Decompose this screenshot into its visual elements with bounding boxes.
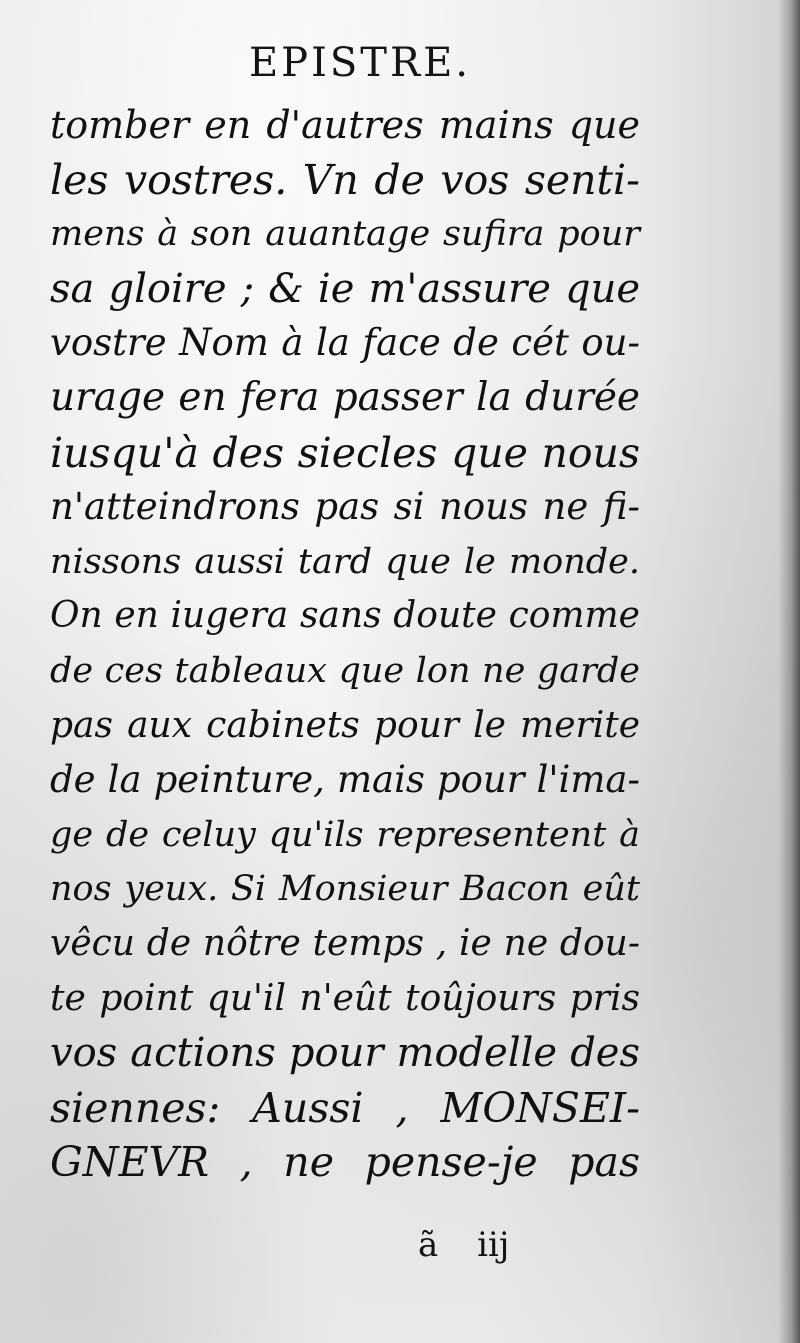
- text-line: nissons aussi tard que le monde.: [50, 541, 640, 582]
- signature-mark: ã iij: [418, 1225, 510, 1265]
- text-line: de ces tableaux que lon ne garde: [50, 650, 640, 691]
- text-line: vostre Nom à la face de cét ou-: [50, 321, 640, 365]
- text-line: urage en fera passer la durée: [50, 374, 640, 420]
- text-line: vos actions pour modelle des: [50, 1030, 640, 1077]
- text-line: de la peinture, mais pour l'ima-: [50, 758, 640, 802]
- text-line: les vostres. Vn de vos senti-: [50, 155, 640, 204]
- text-line: vêcu de nôtre temps , ie ne dou-: [50, 922, 640, 964]
- text-line: nos yeux. Si Monsieur Bacon eût: [50, 869, 640, 910]
- page-gutter-shadow: [778, 0, 800, 1343]
- text-line: n'atteindrons pas si nous ne fi-: [50, 485, 640, 529]
- body-text: [50, 98, 640, 1190]
- text-line: sa gloire ; & ie m'assure que: [50, 265, 640, 312]
- text-line: mens à son auantage sufira pour: [50, 214, 640, 255]
- text-line: tomber en d'autres mains que: [50, 103, 640, 147]
- text-line: pas aux cabinets pour le merite: [50, 704, 640, 746]
- text-line: siennes: Aussi , MONSEI-: [50, 1083, 640, 1132]
- running-head: EPISTRE.: [248, 40, 472, 86]
- text-line: ge de celuy qu'ils representent à: [50, 814, 640, 855]
- text-line: On en iugera sans doute comme: [50, 595, 640, 637]
- text-line: te point qu'il n'eût toûjours pris: [50, 977, 640, 1019]
- text-line: GNEVR , ne pense-je pas: [50, 1138, 640, 1187]
- text-line: iusqu'à des siecles que nous: [50, 428, 640, 477]
